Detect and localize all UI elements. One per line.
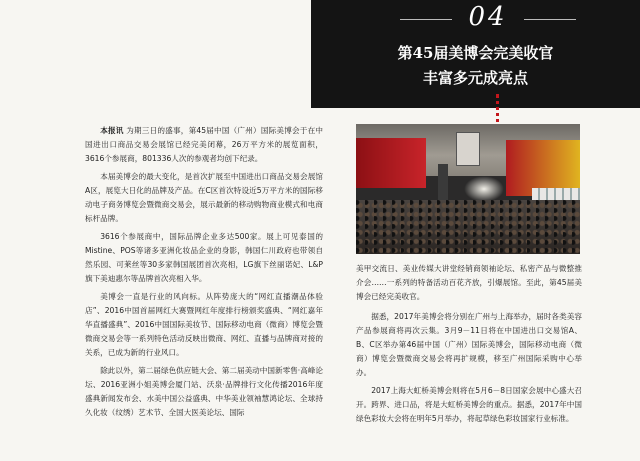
article-left-column [85,124,323,424]
paragraph-1 [85,124,323,166]
paragraph-4: 美博会一直是行业的风向标。从阵势庞大的“网红直播潮品体验店”、2016中国首届网红大赛暨网红年度排行榜颁奖盛典、“网红嘉年华直播盛典”、2016中国国际美妆节、国际移动电商（微商）博览会暨微商交易会等一系列特色活动反映出微商、网红、直播与品牌商对接的关系，已成为新的行业风口。 [85,292,323,357]
header-rule-left [400,19,452,20]
lead-label: 本报讯 [100,126,124,135]
photo-caption-continuation: 美甲交流日、美业传媒大讲堂经销商领袖论坛、私密产品与微整推介会……一系列的特备活动百花齐放，引爆展馆。至此，第45届美博会已经完美收官。 [356,264,582,301]
photo-poster [456,132,480,166]
headline-line-2: 丰富多元成亮点 [422,69,528,87]
photo-banner-left [356,138,426,188]
paragraph-5: 除此以外，第二届绿色供应链大会、第二届美动中国新零售·高峰论坛、2016亚洲小姐美博会厦门站、沃泉·品牌排行文化传播2016年度盛典新闻发布会、水美中国公益盛典、中华美业领袖慧鸿论坛、全球持久化妆（纹绣）艺术节、全国大医美论坛、国际 [85,366,323,417]
section-number: 04 [468,2,508,32]
headline-line-1: 第45届美博会完美收官 [397,44,554,62]
paragraph-2: 本届美博会的最大变化，是首次扩展至中国进出口商品交易会展馆A区，展览大日化的品牌及产品。在C区首次特设近5万平方米的国际移动电子商务博览会暨微商交易会，展示最新的移动购物商业模式和电商标杆品牌。 [85,172,323,223]
paragraph-7: 2017上海大虹桥美博会则将在5月6－8日国家会展中心盛大召开。跨界、进口品，将是大虹桥美博会的重点。据悉，2017年中国绿色彩妆大会将在明年5月举办，将起草绿色彩妆国家行业标准。 [356,386,582,423]
photo-light [464,176,504,202]
paragraph-1-text: 为期三日的盛事，第45届中国（广州）国际美博会于在中国进出口商品交易会展馆已经完美闭幕，26万平方米的展览面积，3616个参展商，801336人次的参观者均创下纪录。 [85,126,323,163]
photo-crowd [356,200,580,254]
exhibition-hall-photo [356,124,580,254]
paragraph-3: 3616个参展商中，国际品牌企业多达500家。展上可见泰国的Mistine、POS等诸多亚洲化妆品企业的身影，韩国仁川政府也带领自然乐园、可莱丝等30多家韩国展团首次亮相，LG旗下丝丽诺妃、L&P旗下美迪惠尔等品牌首次亮相入华。 [85,232,323,283]
article-right-column [356,262,582,430]
paragraph-6: 据悉，2017年美博会将分别在广州与上海举办，届时各类美容产品参展商将再次云集。3月9－11日将在中国进出口交易馆A、B、C区举办第46届中国（广州）国际美博会，国际移动电商（微商）博览会暨微商交易会将再扩规模，移至广州国际采购中心举办。 [356,312,582,377]
header-rule-right [524,19,576,20]
